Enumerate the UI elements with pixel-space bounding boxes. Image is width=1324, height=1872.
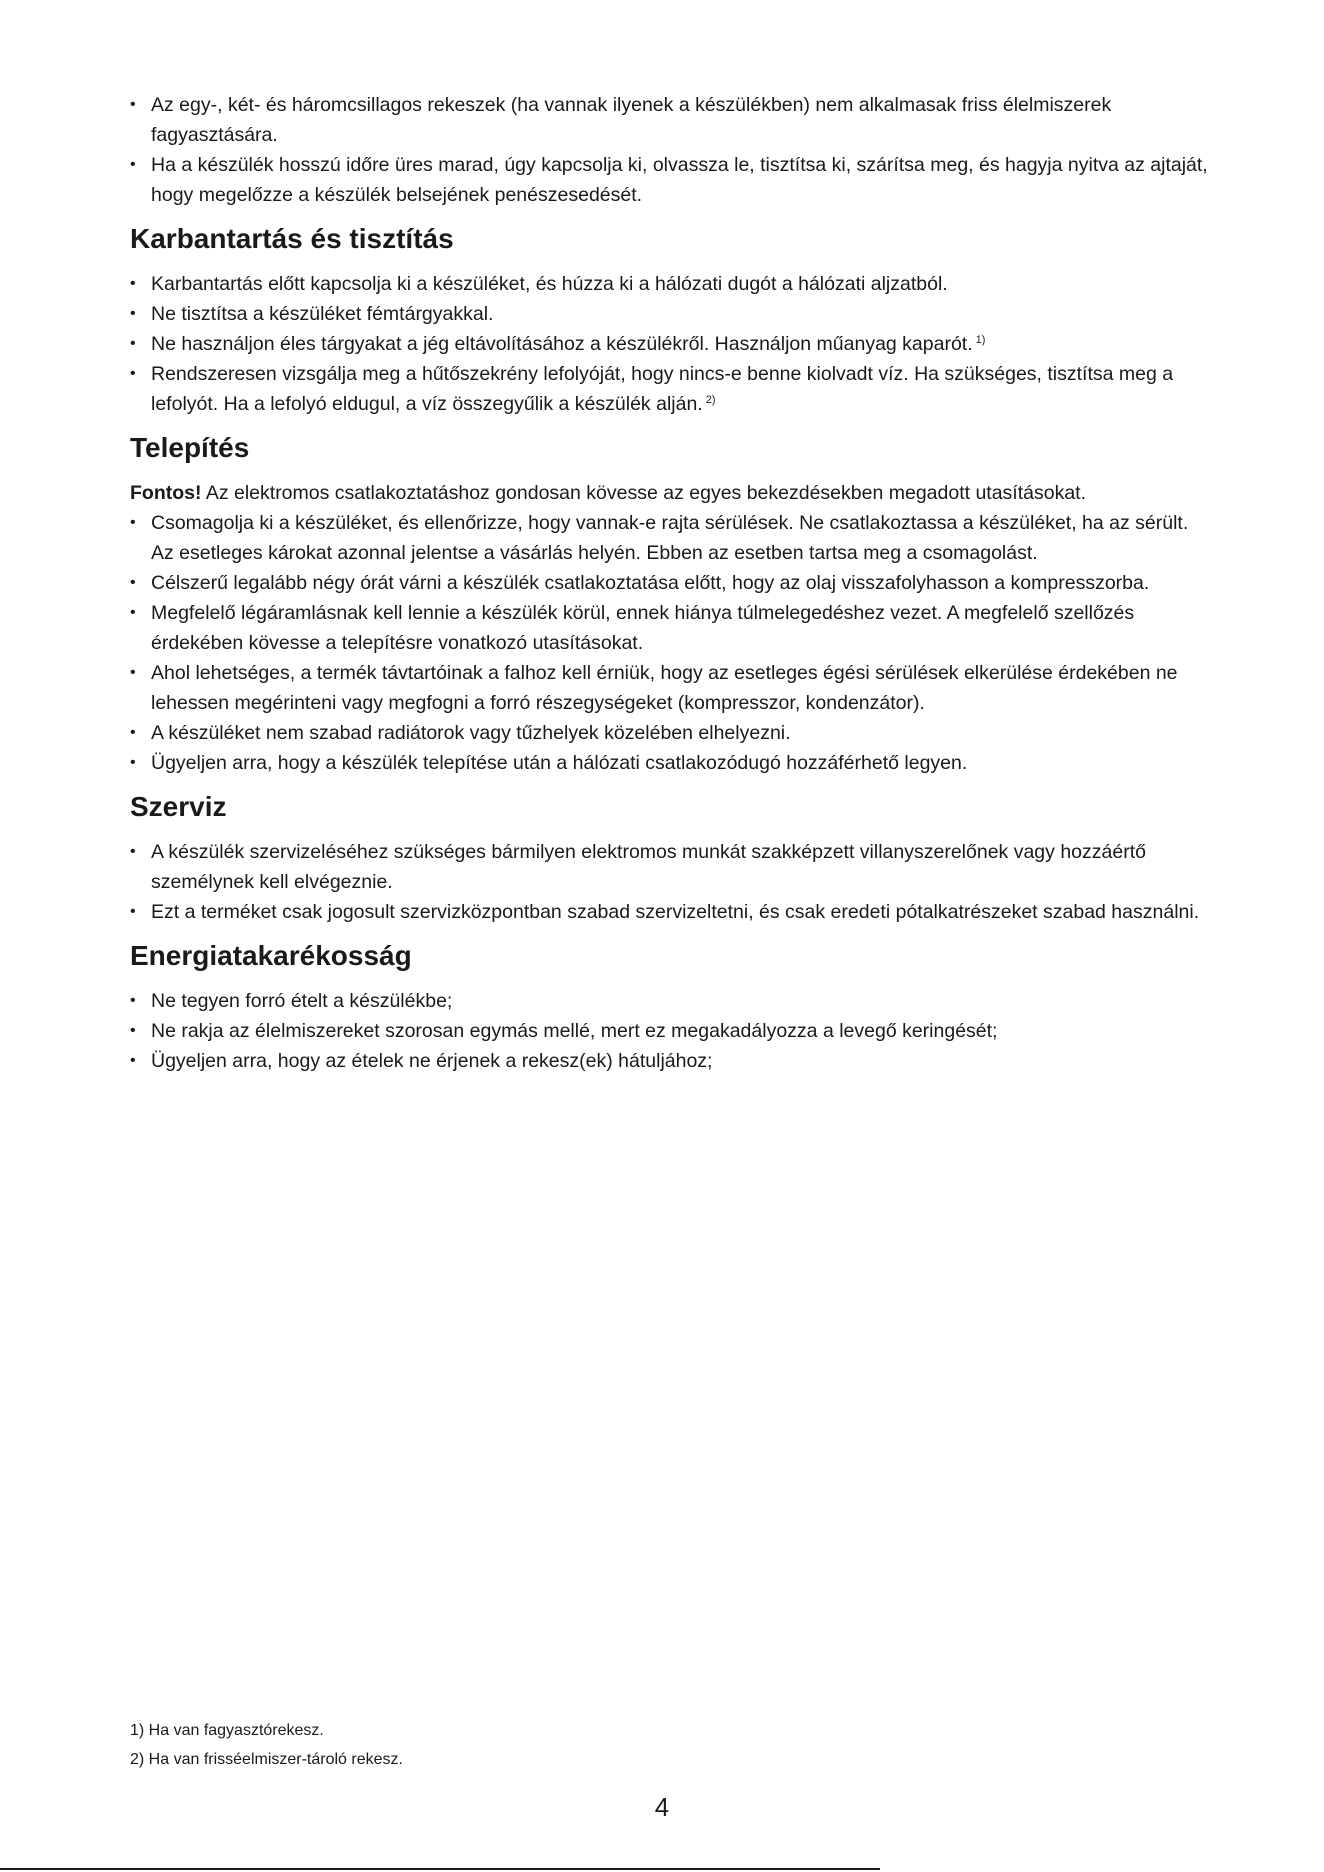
list-item: • Ne rakja az élelmiszereket szorosan egymás mellé, mert ez megakadályozza a levegő keringését; bbox=[130, 1016, 1210, 1046]
page-number: 4 bbox=[654, 1792, 670, 1822]
bottom-divider bbox=[0, 1868, 880, 1870]
list-item: • Ne tegyen forró ételt a készülékbe; bbox=[130, 986, 1210, 1016]
list-item-text: Ne használjon éles tárgyakat a jég eltávolításához a készülékről. Használjon műanyag kaparót. bbox=[151, 333, 973, 355]
section-heading-energy: Energiatakarékosság bbox=[130, 940, 412, 971]
list-item: • A készülék szervizeléséhez szükséges bármilyen elektromos munkát szakképzett villanyszerelőnek vagy hozzáértő személynek kell elvégeznie. bbox=[130, 837, 1210, 897]
maintenance-list bbox=[130, 269, 1210, 419]
section-heading-installation: Telepítés bbox=[130, 432, 250, 463]
list-item: • Ezt a terméket csak jogosult szervizközpontban szabad szervizeltetni, és csak eredeti pótalkatrészeket szabad használni. bbox=[130, 897, 1210, 927]
footnotes bbox=[130, 1716, 403, 1774]
energy-list bbox=[130, 986, 1210, 1076]
important-label: Fontos! bbox=[130, 482, 202, 504]
footnote: 1) Ha van fagyasztórekesz. bbox=[130, 1722, 324, 1739]
section-heading-service: Szerviz bbox=[130, 791, 227, 822]
list-item: • Csomagolja ki a készüléket, és ellenőrizze, hogy vannak-e rajta sérülések. Ne csatlakoztassa a készüléket, ha az sérült. Az esetleges károkat azonnal jelentse a vásárlás helyén. Ebben az esetben tartsa meg a csomagolást. bbox=[130, 508, 1210, 568]
list-item: • Ügyeljen arra, hogy a készülék telepítése után a hálózati csatlakozódugó hozzáférhető legyen. bbox=[130, 748, 1210, 778]
list-item bbox=[130, 299, 1210, 329]
footnote-mark: 1) bbox=[975, 334, 986, 346]
important-text: Az elektromos csatlakoztatáshoz gondosan kövesse az egyes bekezdésekben megadott utasításokat. bbox=[201, 482, 1087, 504]
footnote-mark: 2) bbox=[705, 394, 716, 406]
list-item: • A készüléket nem szabad radiátorok vagy tűzhelyek közelében elhelyezni. bbox=[130, 718, 1210, 748]
list-item: • Ügyeljen arra, hogy az ételek ne érjenek a rekesz(ek) hátuljához; bbox=[130, 1046, 1210, 1076]
list-item: • Ahol lehetséges, a termék távtartóinak a falhoz kell érniük, hogy az esetleges égési sérülések elkerülése érdekében ne lehessen megérinteni vagy megfogni a forró részegységeket (kompresszor, kondenzátor). bbox=[130, 658, 1210, 718]
list-item bbox=[130, 329, 1210, 359]
installation-list bbox=[130, 508, 1210, 778]
list-item: • Az egy-, két- és háromcsillagos rekeszek (ha vannak ilyenek a készülékben) nem alkalmasak friss élelmiszerek fagyasztására. bbox=[130, 90, 1210, 150]
section-heading-maintenance: Karbantartás és tisztítás bbox=[130, 223, 454, 254]
list-item-text: Karbantartás előtt kapcsolja ki a készüléket, és húzza ki a hálózati dugót a hálózati aljzatból. bbox=[151, 273, 948, 295]
footnote: 2) Ha van frisséelmiszer-tároló rekesz. bbox=[130, 1751, 403, 1768]
list-item-text: Ne tisztítsa a készüléket fémtárgyakkal. bbox=[151, 303, 494, 325]
service-list bbox=[130, 837, 1210, 927]
list-item: • Célszerű legalább négy órát várni a készülék csatlakoztatása előtt, hogy az olaj visszafolyhasson a kompresszorba. bbox=[130, 568, 1210, 598]
list-item-text: Rendszeresen vizsgálja meg a hűtőszekrény lefolyóját, hogy nincs-e benne kiolvadt víz. Ha szükséges, tisztítsa meg a lefolyót. Ha a lefolyó eldugul, a víz összegyűlik a készülék alján. bbox=[151, 363, 1174, 415]
list-item: • Megfelelő légáramlásnak kell lennie a készülék körül, ennek hiánya túlmelegedéshez vezet. A megfelelő szellőzés érdekében kövesse a telepítésre vonatkozó utasításokat. bbox=[130, 598, 1210, 658]
list-item: • Ha a készülék hosszú időre üres marad, úgy kapcsolja ki, olvassza le, tisztítsa ki, szárítsa meg, és hagyja nyitva az ajtaját, hogy megelőzze a készülék belsejének penészesedését. bbox=[130, 150, 1210, 210]
important-note bbox=[130, 478, 1210, 508]
intro-list bbox=[130, 90, 1210, 210]
list-item bbox=[130, 359, 1210, 419]
list-item bbox=[130, 269, 1210, 299]
document-body bbox=[130, 90, 1210, 1076]
